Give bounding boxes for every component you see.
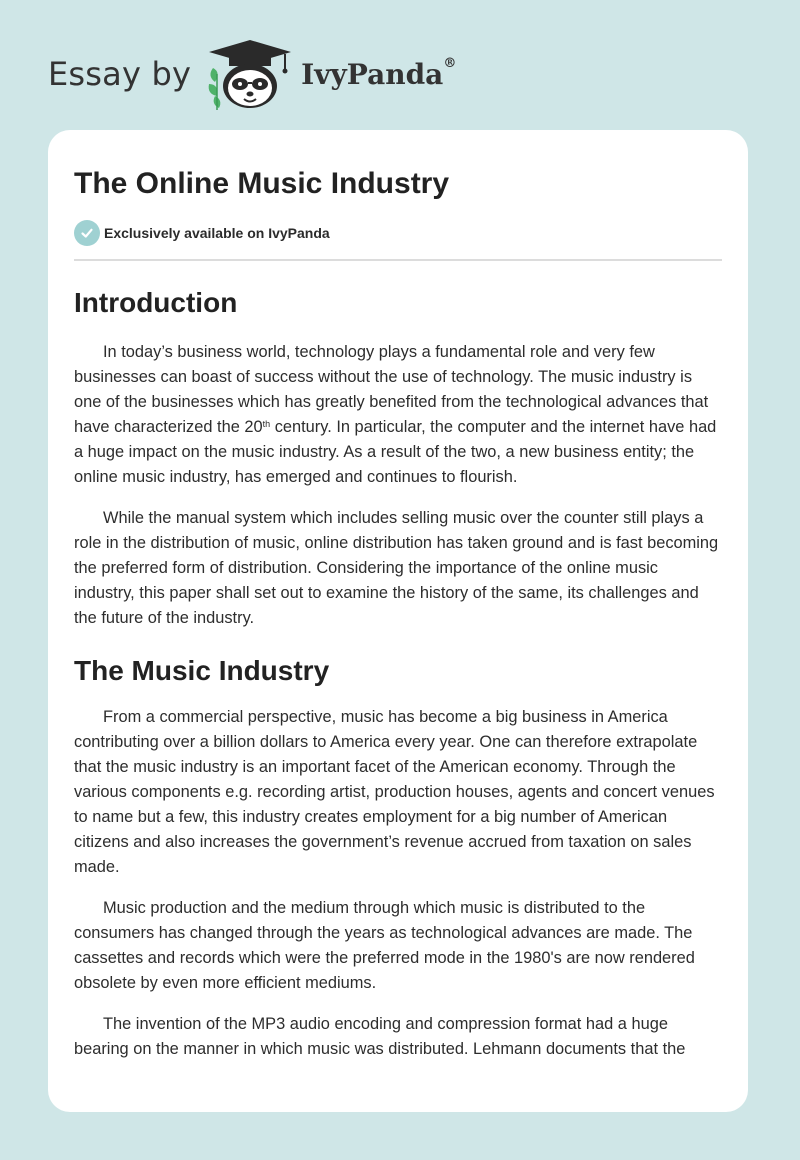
ordinal-suffix: th bbox=[262, 419, 271, 429]
exclusive-badge bbox=[74, 220, 722, 246]
paragraph: In today’s business world, technology plays a fundamental role and very few businesses can boast of success without the use of technology. The music industry is one of the businesses which has greatly benefited from the technological advances that have characterized the 20th century. In particular, the computer and the internet have had a huge impact on the music industry. As a result of the two, a new business entity; the online music industry, has emerged and continues to flourish. bbox=[74, 343, 717, 486]
paragraph: While the manual system which includes selling music over the counter still plays a role in the distribution of music, online distribution has taken ground and is fast becoming the preferred form of distribution. Considering the importance of the online music industry, this paper shall set out to examine the history of the same, its challenges and the future of the industry. bbox=[74, 509, 719, 627]
trademark-symbol: ® bbox=[443, 55, 457, 71]
check-circle-icon bbox=[74, 220, 100, 246]
essay-card bbox=[48, 130, 748, 1112]
paragraph: Music production and the medium through which music is distributed to the consumers has changed through the years as technological advances are made. The cassettes and records which were the preferred mode in the 1980's are now rendered obsolete by even more efficient mediums. bbox=[74, 899, 695, 992]
brand-name[interactable]: IvyPanda® bbox=[301, 55, 457, 91]
section-heading-introduction: Introduction bbox=[74, 287, 238, 318]
paragraph: From a commercial perspective, music has become a big business in America contributing over a billion dollars to America every year. One can therefore extrapolate that the music industry is an important facet of the American economy. Through the various components e.g. recording artist, production houses, agents and concert venues to name but a few, this industry creates employment for a big number of American citizens and also increases the government’s revenue accrued from taxation on sales made. bbox=[74, 708, 715, 876]
badge-label: Exclusively available on IvyPanda bbox=[104, 225, 330, 241]
site-header bbox=[48, 36, 456, 112]
page-title: The Online Music Industry bbox=[74, 167, 450, 200]
paragraph: The invention of the MP3 audio encoding and compression format had a huge bearing on the manner in which music was distributed. Lehmann documents that the bbox=[74, 1015, 686, 1058]
section-heading-music-industry: The Music Industry bbox=[74, 655, 330, 686]
panda-graduate-logo[interactable] bbox=[205, 36, 295, 112]
brand-prefix: Essay by bbox=[48, 55, 192, 93]
title-divider bbox=[74, 259, 722, 261]
